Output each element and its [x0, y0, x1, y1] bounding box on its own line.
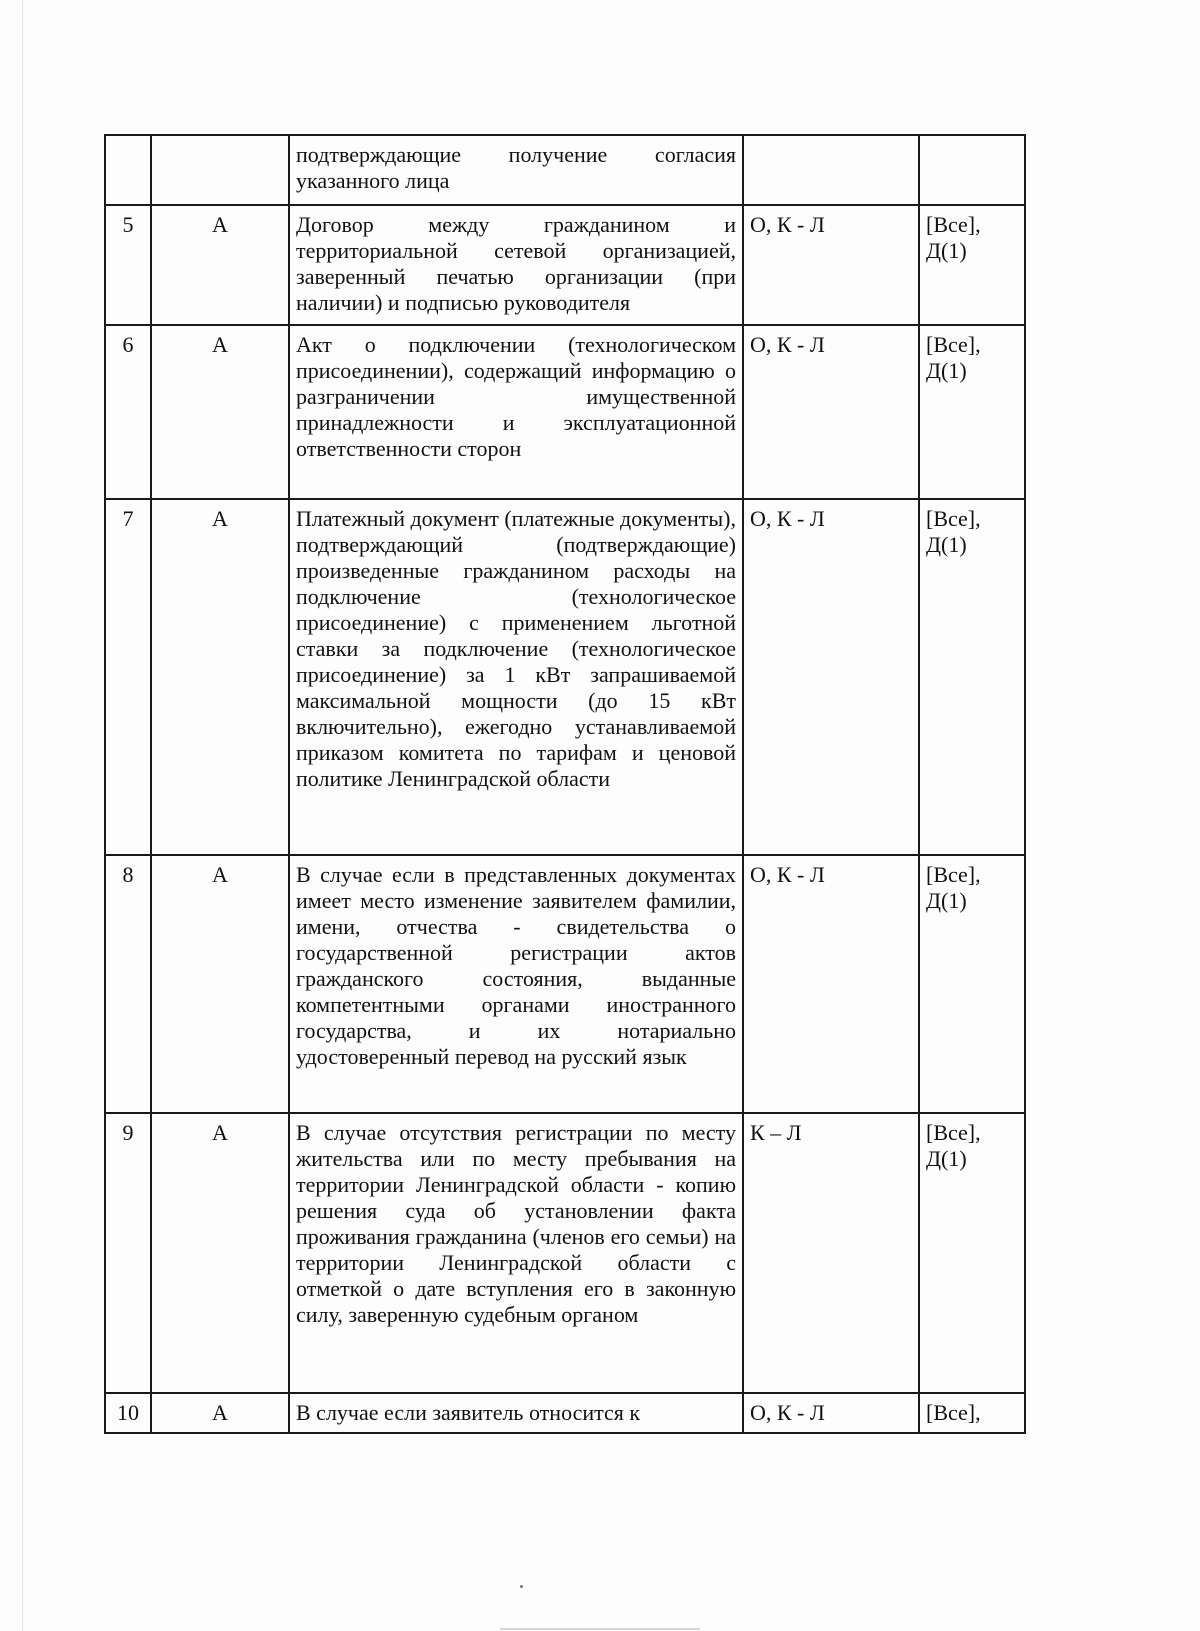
- row-condition: [743, 135, 919, 205]
- reference-line: Д(1): [926, 532, 967, 557]
- row-type: А: [151, 325, 289, 499]
- reference-line: [Все],: [926, 862, 981, 887]
- table-row: [105, 1393, 1025, 1433]
- row-description: Акт о подключении (технологическом присоединении), содержащий информацию о разграничении имущественной принадлежности и эксплуатационной ответственности сторон: [289, 325, 743, 499]
- table-row: [105, 499, 1025, 855]
- row-reference: [919, 325, 1025, 499]
- row-reference: [919, 1393, 1025, 1433]
- row-type: А: [151, 1113, 289, 1393]
- scan-speck: [520, 1585, 523, 1588]
- reference-line: [Все],: [926, 1120, 981, 1145]
- reference-line: [Все],: [926, 506, 981, 531]
- row-number: 6: [105, 325, 151, 499]
- row-condition: О, К - Л: [743, 855, 919, 1113]
- row-condition: К – Л: [743, 1113, 919, 1393]
- row-type: А: [151, 205, 289, 325]
- row-number: 8: [105, 855, 151, 1113]
- reference-line: [Все],: [926, 332, 981, 357]
- row-condition: О, К - Л: [743, 205, 919, 325]
- row-number: 9: [105, 1113, 151, 1393]
- row-type: А: [151, 855, 289, 1113]
- reference-line: Д(1): [926, 888, 967, 913]
- scan-edge-mark: [500, 1628, 700, 1630]
- reference-line: [Все],: [926, 1400, 981, 1425]
- reference-line: Д(1): [926, 1146, 967, 1171]
- reference-line: [Все],: [926, 212, 981, 237]
- document-table: [104, 134, 1026, 1434]
- table-row: [105, 855, 1025, 1113]
- table-row: [105, 1113, 1025, 1393]
- reference-line: Д(1): [926, 358, 967, 383]
- row-reference: [919, 1113, 1025, 1393]
- row-description: В случае отсутствия регистрации по месту жительства или по месту пребывания на территории Ленинградской области - копию решения суда об установлении факта проживания гражданина (членов его семьи) на территории Ленинградской области с отметкой о дате вступления его в законную силу, заверенную судебным органом: [289, 1113, 743, 1393]
- table-row: [105, 135, 1025, 205]
- row-reference: [919, 135, 1025, 205]
- row-number: 10: [105, 1393, 151, 1433]
- row-reference: [919, 855, 1025, 1113]
- row-condition: О, К - Л: [743, 1393, 919, 1433]
- row-description: Договор между гражданином и территориальной сетевой организацией, заверенный печатью организации (при наличии) и подписью руководителя: [289, 205, 743, 325]
- row-number: [105, 135, 151, 205]
- table-row: [105, 325, 1025, 499]
- reference-line: Д(1): [926, 238, 967, 263]
- table-row: [105, 205, 1025, 325]
- row-description: подтверждающие получение согласия указанного лица: [289, 135, 743, 205]
- row-number: 5: [105, 205, 151, 325]
- row-reference: [919, 205, 1025, 325]
- row-condition: О, К - Л: [743, 499, 919, 855]
- scan-edge-line: [22, 0, 23, 1631]
- row-type: [151, 135, 289, 205]
- row-number: 7: [105, 499, 151, 855]
- row-reference: [919, 499, 1025, 855]
- row-description: В случае если в представленных документах имеет место изменение заявителем фамилии, имени, отчества - свидетельства о государственной регистрации актов гражданского состояния, выданные компетентными органами иностранного государства, и их нотариально удостоверенный перевод на русский язык: [289, 855, 743, 1113]
- row-condition: О, К - Л: [743, 325, 919, 499]
- row-type: А: [151, 499, 289, 855]
- row-type: А: [151, 1393, 289, 1433]
- row-description: В случае если заявитель относится к: [289, 1393, 743, 1433]
- row-description: Платежный документ (платежные документы), подтверждающий (подтверждающие) произведенные гражданином расходы на подключение (технологическое присоединение) с применением льготной ставки за подключение (технологическое присоединение) за 1 кВт запрашиваемой максимальной мощности (до 15 кВт включительно), ежегодно устанавливаемой приказом комитета по тарифам и ценовой политике Ленинградской области: [289, 499, 743, 855]
